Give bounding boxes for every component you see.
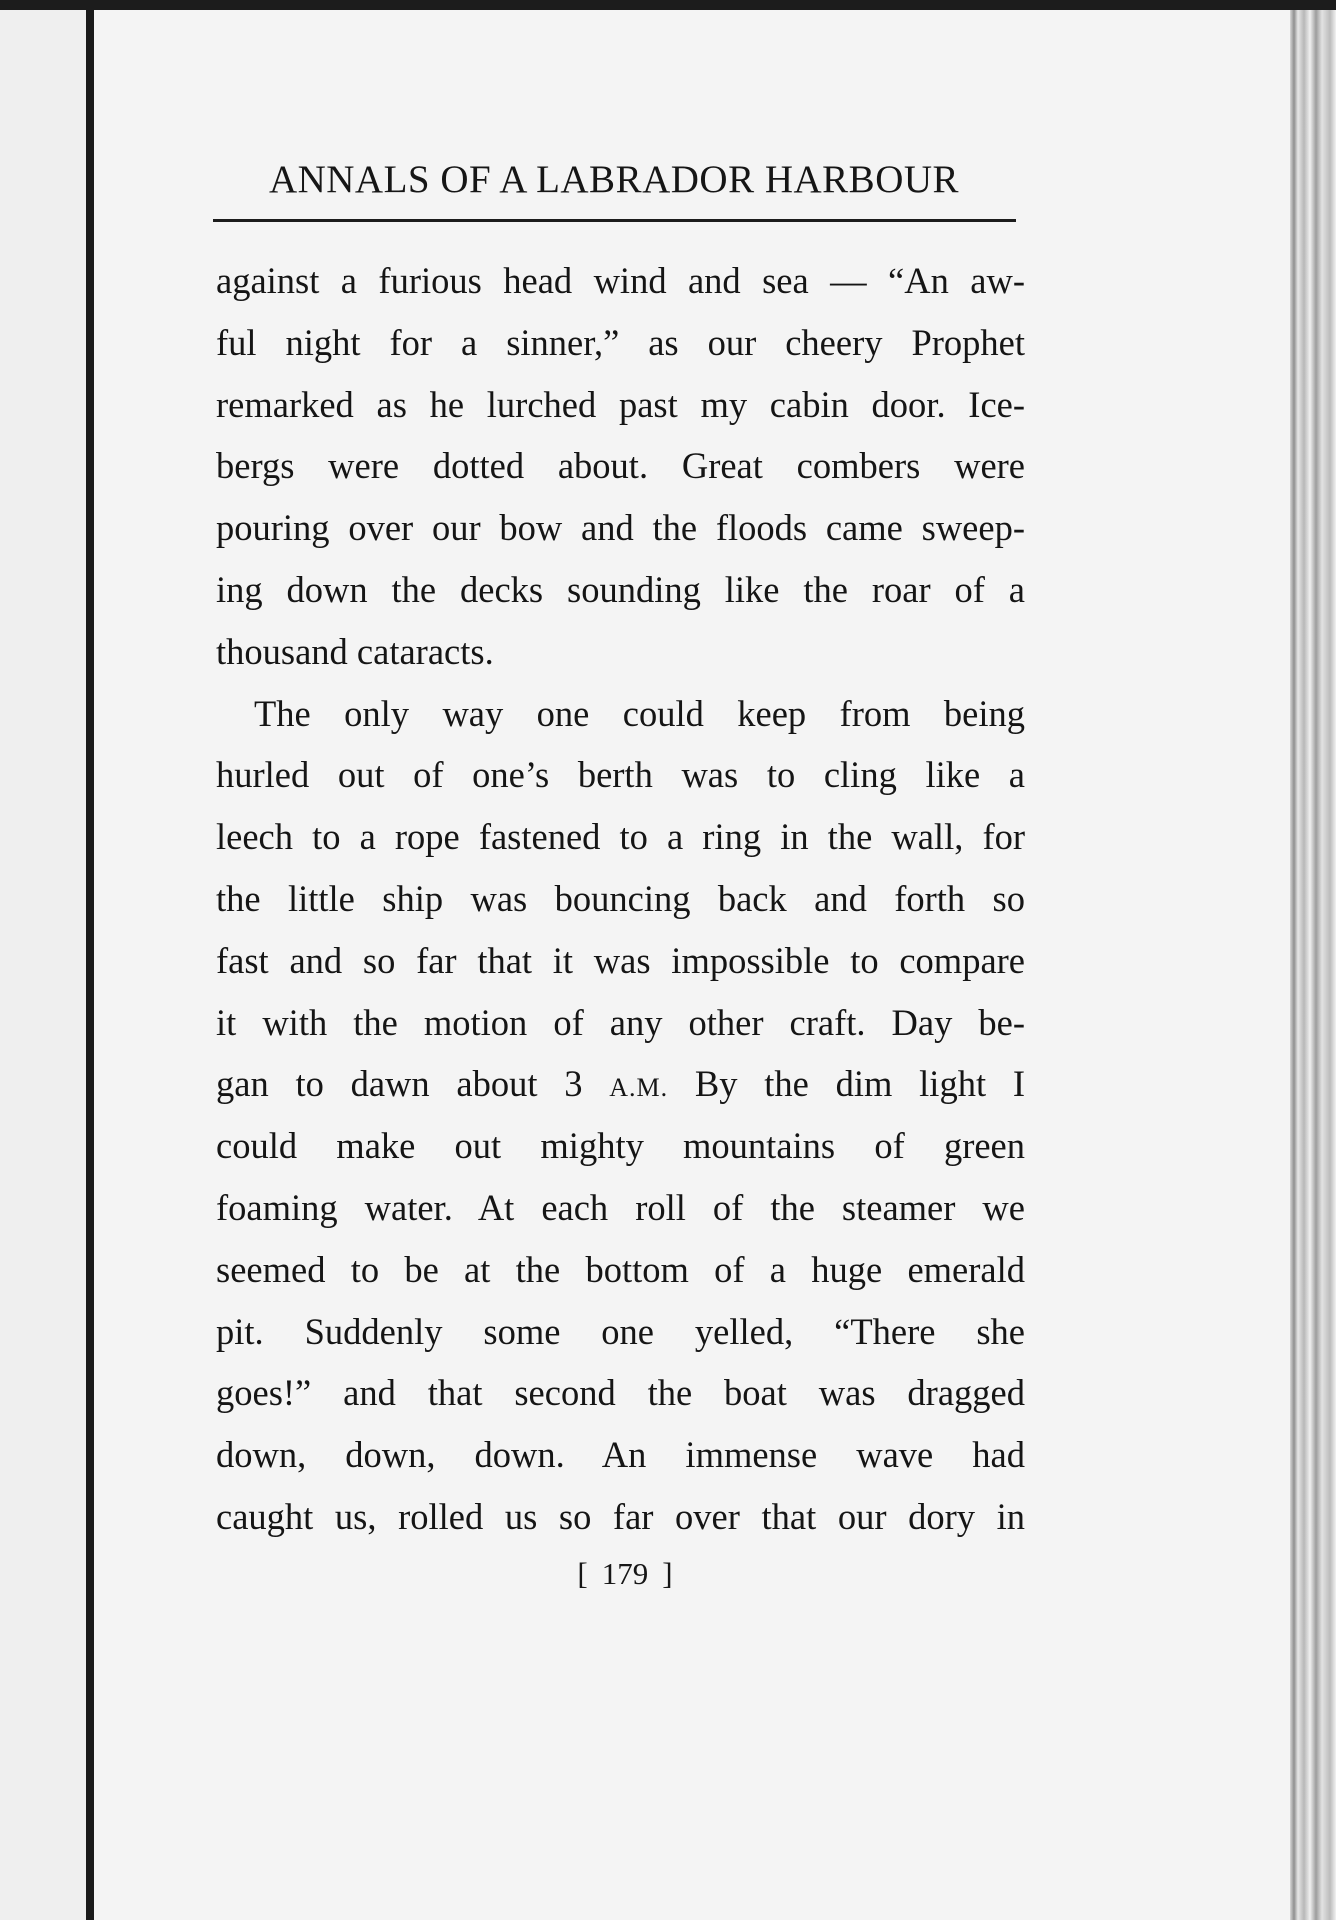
text-line: hurled out of one’s berth was to cling like a (216, 754, 1025, 796)
scan-top-border (0, 0, 1336, 10)
text-line: ful night for a sinner,” as our cheery Prophet (216, 321, 1025, 363)
text-line: it with the motion of any other craft. Day be- (216, 1001, 1025, 1043)
book-spine-shadow (86, 10, 94, 1920)
small-caps-time: A.M. (609, 1073, 669, 1103)
text-line: goes!” and that second the boat was dragged (216, 1372, 1025, 1414)
body-text (216, 250, 1025, 1548)
text-line: pit. Suddenly some one yelled, “There she (216, 1310, 1025, 1352)
text-line: could make out mighty mountains of green (216, 1125, 1025, 1167)
text-line: bergs were dotted about. Great combers were (216, 445, 1025, 487)
text-line: the little ship was bouncing back and forth so (216, 877, 1025, 919)
folio-bracket-close: ] (662, 1556, 673, 1591)
text-line: down, down, down. An immense wave had (216, 1434, 1025, 1476)
page-number-value: 179 (601, 1556, 649, 1591)
text-line: remarked as he lurched past my cabin door. Ice- (216, 383, 1025, 425)
text-line: caught us, rolled us so far over that our dory in (216, 1495, 1025, 1537)
running-head: ANNALS OF A LABRADOR HARBOUR (268, 158, 960, 201)
text-line: thousand cataracts. (216, 630, 494, 672)
text-line: seemed to be at the bottom of a huge emerald (216, 1248, 1025, 1290)
text-line: ing down the decks sounding like the roar of a (216, 568, 1025, 610)
text-line: leech to a rope fastened to a ring in the wall, for (216, 816, 1025, 858)
facing-page-margin (0, 10, 86, 1920)
text-line (216, 1053, 1025, 1115)
text-line: foaming water. At each roll of the steamer we (216, 1186, 1025, 1228)
folio-bracket-open: [ (577, 1556, 588, 1591)
page-edges (1290, 10, 1336, 1920)
text-line: fast and so far that it was impossible to compare (216, 939, 1025, 981)
header-rule (213, 219, 1016, 222)
text-line: The only way one could keep from being (254, 692, 1025, 734)
text-segment: gan to dawn about 3 (216, 1063, 610, 1105)
page-number (540, 1556, 710, 1592)
text-segment: By the dim light I (668, 1063, 1025, 1105)
text-line: pouring over our bow and the floods came sweep- (216, 507, 1025, 549)
text-line: against a furious head wind and sea — “An aw- (216, 260, 1025, 301)
